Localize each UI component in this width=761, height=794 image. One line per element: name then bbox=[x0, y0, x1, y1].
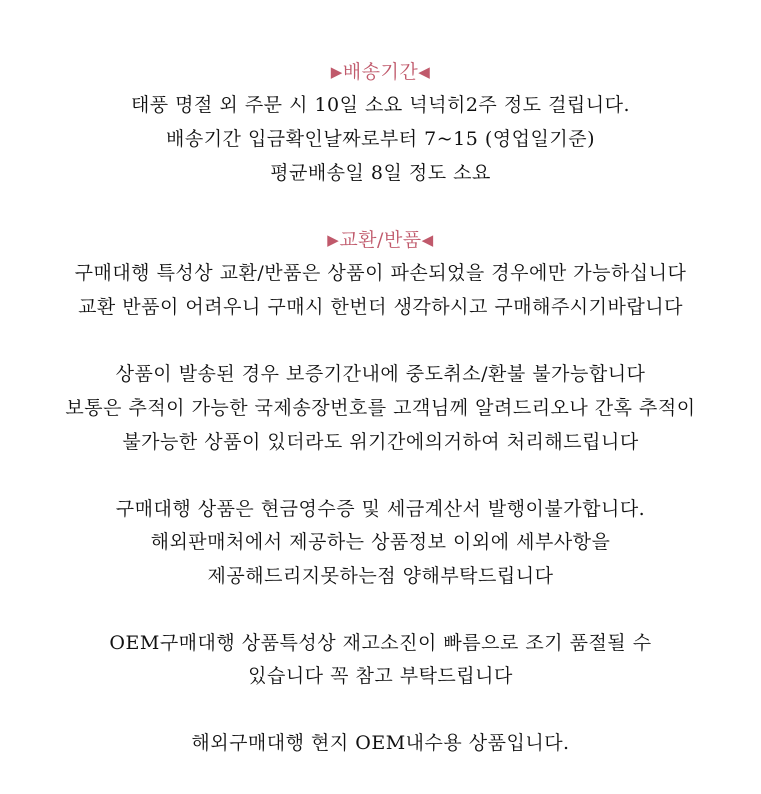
exchange-line: 불가능한 상품이 있더라도 위기간에의거하여 처리해드립니다 bbox=[122, 431, 639, 453]
exchange-line: 보통은 추적이 가능한 국제송장번호를 고객님께 알려드리오나 간혹 추적이 bbox=[65, 397, 696, 419]
shipping-line: 배송기간 입금확인날짜로부터 7~15 (영업일기준) bbox=[165, 128, 595, 150]
exchange-line: 상품이 발송된 경우 보증기간내에 중도취소/환불 불가능합니다 bbox=[115, 363, 646, 385]
exchange-line: 구매대행 특성상 교환/반품은 상품이 파손되었을 경우에만 가능하십니다 bbox=[74, 262, 687, 284]
exchange-line: OEM구매대행 상품특성상 재고소진이 빠름으로 조기 품절될 수 bbox=[109, 632, 652, 654]
right-triangle-icon: ▶ bbox=[330, 63, 343, 81]
exchange-line: 제공해드리지못하는점 양해부탁드립니다 bbox=[207, 565, 554, 587]
shipping-line: 평균배송일 8일 정도 소요 bbox=[270, 162, 491, 184]
exchange-line: 해외판매처에서 제공하는 상품정보 이외에 세부사항을 bbox=[150, 531, 611, 553]
shipping-heading bbox=[0, 60, 761, 85]
exchange-line: 있습니다 꼭 참고 부탁드립니다 bbox=[248, 665, 513, 687]
shipping-line: 태풍 명절 외 주문 시 10일 소요 넉넉히2주 정도 걸립니다. bbox=[130, 94, 631, 116]
shipping-heading-text: 배송기간 bbox=[342, 61, 419, 83]
left-triangle-icon: ◀ bbox=[418, 63, 431, 81]
right-triangle-icon: ▶ bbox=[327, 231, 340, 249]
left-triangle-icon: ◀ bbox=[421, 231, 434, 249]
exchange-heading bbox=[0, 228, 761, 253]
exchange-line: 구매대행 상품은 현금영수증 및 세금계산서 발행이불가합니다. bbox=[115, 498, 646, 520]
exchange-line: 교환 반품이 어려우니 구매시 한번더 생각하시고 구매해주시기바랍니다 bbox=[78, 296, 683, 318]
exchange-line: 해외구매대행 현지 OEM내수용 상품입니다. bbox=[191, 732, 570, 754]
exchange-heading-text: 교환/반품 bbox=[339, 229, 422, 251]
